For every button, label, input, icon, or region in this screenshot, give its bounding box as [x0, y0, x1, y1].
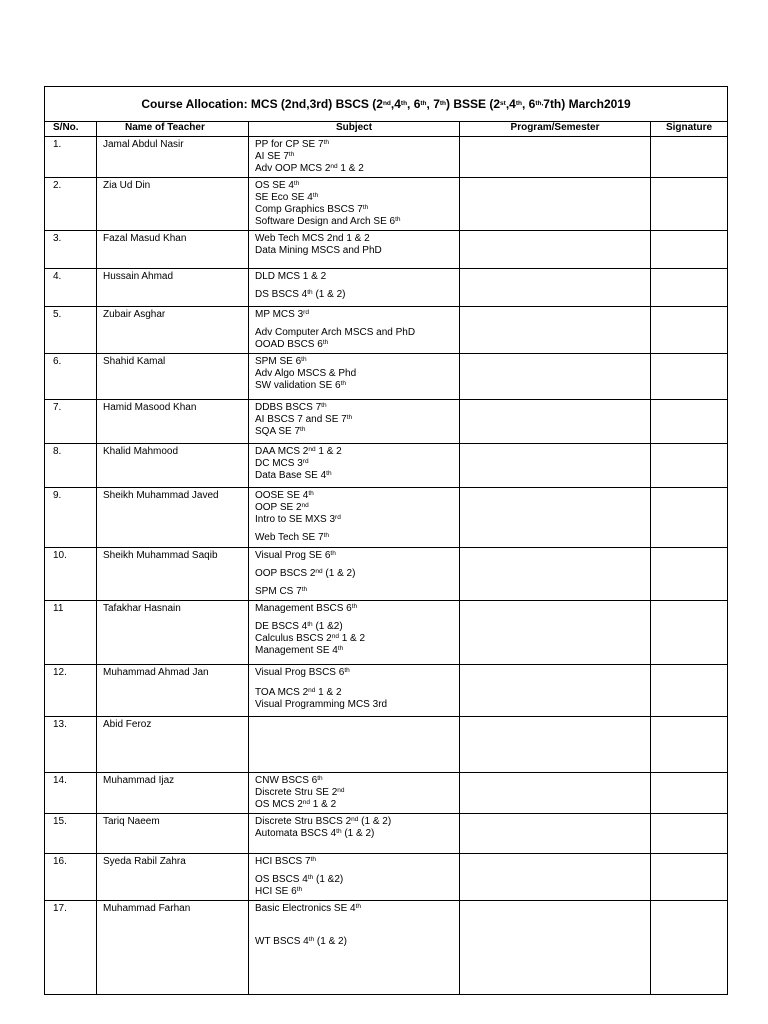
- subject-list: [249, 901, 460, 995]
- subject-line: HCI SE 6th: [255, 886, 303, 897]
- row-serial-number: 10.: [45, 548, 97, 601]
- subject-line: Visual Programming MCS 3rd: [255, 699, 388, 710]
- subject-list: [249, 488, 460, 548]
- program-semester-cell: [460, 665, 651, 717]
- subject-line: Visual Prog BSCS 6th: [255, 667, 350, 678]
- table-row: [45, 548, 728, 601]
- subject-line: DS BSCS 4th (1 & 2): [255, 289, 346, 300]
- subject-list: [249, 814, 460, 854]
- program-semester-cell: [460, 400, 651, 444]
- subject-list: [249, 548, 460, 601]
- program-semester-cell: [460, 548, 651, 601]
- subject-list: [249, 773, 460, 814]
- subject-list: [249, 444, 460, 488]
- row-serial-number: 2.: [45, 178, 97, 231]
- subject-list: [249, 354, 460, 400]
- signature-cell: [651, 231, 728, 269]
- subject-line: SQA SE 7th: [255, 426, 306, 437]
- signature-cell: [651, 307, 728, 354]
- subject-list: [249, 137, 460, 178]
- row-serial-number: 6.: [45, 354, 97, 400]
- subject-line: PP for CP SE 7th: [255, 139, 329, 150]
- teacher-name: Syeda Rabil Zahra: [97, 854, 249, 901]
- signature-cell: [651, 178, 728, 231]
- column-header-program: Program/Semester: [460, 122, 651, 137]
- subject-line: Web Tech MCS 2nd 1 & 2: [255, 233, 370, 244]
- subject-list: [249, 400, 460, 444]
- subject-line: Software Design and Arch SE 6th: [255, 216, 401, 227]
- table-row: [45, 137, 728, 178]
- table-row: [45, 814, 728, 854]
- subject-line: OS BSCS 4th (1 &2): [255, 874, 344, 885]
- subject-line: Automata BSCS 4th (1 & 2): [255, 828, 375, 839]
- subject-line: Data Base SE 4th: [255, 470, 332, 481]
- program-semester-cell: [460, 444, 651, 488]
- program-semester-cell: [460, 231, 651, 269]
- table-row: [45, 773, 728, 814]
- subject-list: [249, 601, 460, 665]
- table-row: [45, 717, 728, 773]
- subject-line: DC MCS 3rd: [255, 458, 309, 469]
- subject-line: OOP SE 2nd: [255, 502, 309, 513]
- subject-line: DE BSCS 4th (1 &2): [255, 621, 343, 632]
- subject-line: OS SE 4th: [255, 180, 300, 191]
- row-serial-number: 7.: [45, 400, 97, 444]
- teacher-name: Muhammad Ahmad Jan: [97, 665, 249, 717]
- subject-line: Adv Algo MSCS & Phd: [255, 368, 357, 379]
- signature-cell: [651, 400, 728, 444]
- subject-list: [249, 854, 460, 901]
- row-serial-number: 14.: [45, 773, 97, 814]
- subject-line: WT BSCS 4th (1 & 2): [255, 936, 347, 947]
- row-serial-number: 8.: [45, 444, 97, 488]
- program-semester-cell: [460, 773, 651, 814]
- signature-cell: [651, 854, 728, 901]
- subject-list: [249, 665, 460, 717]
- table-body: [45, 137, 728, 995]
- signature-cell: [651, 601, 728, 665]
- teacher-name: Hamid Masood Khan: [97, 400, 249, 444]
- table-row: [45, 269, 728, 307]
- subject-line: Adv Computer Arch MSCS and PhD: [255, 327, 416, 338]
- program-semester-cell: [460, 717, 651, 773]
- row-serial-number: 9.: [45, 488, 97, 548]
- program-semester-cell: [460, 178, 651, 231]
- row-serial-number: 11: [45, 601, 97, 665]
- subject-line: OOP BSCS 2nd (1 & 2): [255, 568, 356, 579]
- table-row: [45, 601, 728, 665]
- table-row: [45, 307, 728, 354]
- column-header-row: [45, 122, 728, 137]
- subject-list: [249, 178, 460, 231]
- signature-cell: [651, 548, 728, 601]
- subject-line: Visual Prog SE 6th: [255, 550, 336, 561]
- row-serial-number: 5.: [45, 307, 97, 354]
- teacher-name: Tafakhar Hasnain: [97, 601, 249, 665]
- teacher-name: Zubair Asghar: [97, 307, 249, 354]
- column-header-teacher: Name of Teacher: [97, 122, 249, 137]
- subject-line: HCI BSCS 7th: [255, 856, 316, 867]
- subject-line: Management BSCS 6th: [255, 603, 358, 614]
- subject-line: Basic Electronics SE 4th: [255, 903, 362, 914]
- table-title: Course Allocation: MCS (2nd,3rd) BSCS (2nd,4th, 6th, 7th) BSSE (2st,4th, $6^{th,}7th$) March2019: [45, 87, 728, 122]
- signature-cell: [651, 269, 728, 307]
- subject-line: DAA MCS 2nd 1 & 2: [255, 446, 342, 457]
- row-serial-number: 17.: [45, 901, 97, 995]
- table-row: [45, 231, 728, 269]
- row-serial-number: 13.: [45, 717, 97, 773]
- program-semester-cell: [460, 307, 651, 354]
- program-semester-cell: [460, 488, 651, 548]
- column-header-subject: Subject: [249, 122, 460, 137]
- program-semester-cell: [460, 901, 651, 995]
- teacher-name: Shahid Kamal: [97, 354, 249, 400]
- table-row: [45, 901, 728, 995]
- program-semester-cell: [460, 137, 651, 178]
- table-row: [45, 488, 728, 548]
- row-serial-number: 1.: [45, 137, 97, 178]
- row-serial-number: 16.: [45, 854, 97, 901]
- subject-line: AI SE 7th: [255, 151, 295, 162]
- program-semester-cell: [460, 854, 651, 901]
- table-row: [45, 854, 728, 901]
- subject-list: [249, 231, 460, 269]
- teacher-name: Sheikh Muhammad Javed: [97, 488, 249, 548]
- teacher-name: Khalid Mahmood: [97, 444, 249, 488]
- subject-line: Discrete Stru BSCS 2nd (1 & 2): [255, 816, 392, 827]
- teacher-name: Jamal Abdul Nasir: [97, 137, 249, 178]
- subject-line: MP MCS 3rd: [255, 309, 309, 320]
- teacher-name: Fazal Masud Khan: [97, 231, 249, 269]
- subject-line: DDBS BSCS 7th: [255, 402, 327, 413]
- subject-line: DLD MCS 1 & 2: [255, 271, 327, 282]
- subject-list: [249, 269, 460, 307]
- signature-cell: [651, 665, 728, 717]
- subject-line: Data Mining MSCS and PhD: [255, 245, 382, 256]
- subject-line: SW validation SE 6th: [255, 380, 347, 391]
- signature-cell: [651, 488, 728, 548]
- teacher-name: Tariq Naeem: [97, 814, 249, 854]
- table-row: [45, 354, 728, 400]
- subject-list: [249, 717, 460, 773]
- table-row: [45, 178, 728, 231]
- program-semester-cell: [460, 269, 651, 307]
- subject-line: OS MCS 2nd 1 & 2: [255, 799, 337, 810]
- row-serial-number: 4.: [45, 269, 97, 307]
- subject-line: Comp Graphics BSCS 7th: [255, 204, 369, 215]
- subject-line: Calculus BSCS 2nd 1 & 2: [255, 633, 366, 644]
- table-row: [45, 400, 728, 444]
- program-semester-cell: [460, 354, 651, 400]
- signature-cell: [651, 814, 728, 854]
- row-serial-number: 12.: [45, 665, 97, 717]
- subject-line: OOSE SE 4th: [255, 490, 314, 501]
- course-allocation-document: [44, 86, 727, 995]
- subject-line: CNW BSCS 6th: [255, 775, 323, 786]
- table-row: [45, 444, 728, 488]
- signature-cell: [651, 354, 728, 400]
- column-header-signature: Signature: [651, 122, 728, 137]
- subject-line: SPM CS 7th: [255, 586, 308, 597]
- subject-line: Web Tech SE 7th: [255, 532, 329, 543]
- subject-line: OOAD BSCS 6th: [255, 339, 329, 350]
- teacher-name: Zia Ud Din: [97, 178, 249, 231]
- teacher-name: Muhammad Ijaz: [97, 773, 249, 814]
- subject-line: SE Eco SE 4th: [255, 192, 319, 203]
- signature-cell: [651, 901, 728, 995]
- subject-line: Discrete Stru SE 2nd: [255, 787, 345, 798]
- row-serial-number: 15.: [45, 814, 97, 854]
- teacher-name: Hussain Ahmad: [97, 269, 249, 307]
- subject-line: Intro to SE MXS 3rd: [255, 514, 341, 525]
- signature-cell: [651, 444, 728, 488]
- table-row: [45, 665, 728, 717]
- course-allocation-table: [44, 86, 728, 995]
- program-semester-cell: [460, 601, 651, 665]
- subject-line: SPM SE 6th: [255, 356, 307, 367]
- program-semester-cell: [460, 814, 651, 854]
- signature-cell: [651, 137, 728, 178]
- subject-line: AI BSCS 7 and SE 7th: [255, 414, 353, 425]
- signature-cell: [651, 717, 728, 773]
- subject-line: Management SE 4th: [255, 645, 344, 656]
- subject-list: [249, 307, 460, 354]
- subject-line: TOA MCS 2nd 1 & 2: [255, 687, 342, 698]
- teacher-name: Abid Feroz: [97, 717, 249, 773]
- teacher-name: Muhammad Farhan: [97, 901, 249, 995]
- signature-cell: [651, 773, 728, 814]
- column-header-serial: S/No.: [45, 122, 97, 137]
- teacher-name: Sheikh Muhammad Saqib: [97, 548, 249, 601]
- row-serial-number: 3.: [45, 231, 97, 269]
- subject-line: Adv OOP MCS 2nd 1 & 2: [255, 163, 364, 174]
